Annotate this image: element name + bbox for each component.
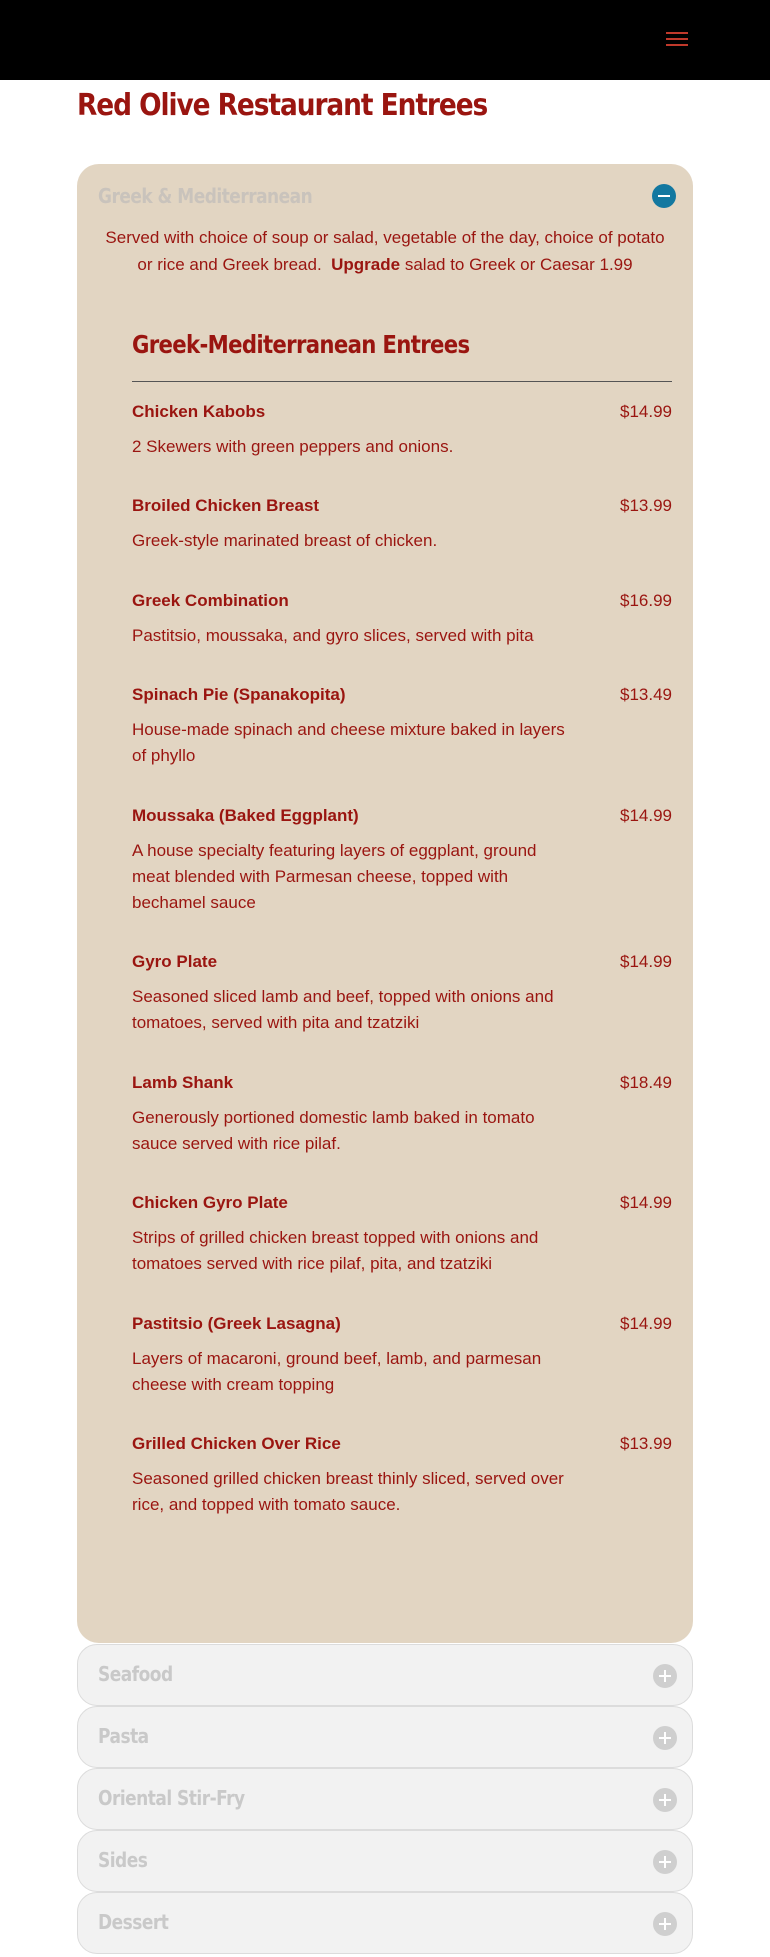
item-name: Lamb Shank [132, 1073, 234, 1092]
accordion-greek-mediterranean [77, 164, 693, 1643]
item-price: $14.99 [620, 402, 672, 421]
item-price: $13.49 [620, 685, 672, 704]
upgrade-label: Upgrade [331, 255, 401, 274]
item-price: $14.99 [620, 806, 672, 825]
plus-circle-icon[interactable] [653, 1788, 677, 1812]
item-description: 2 Skewers with green peppers and onions. [132, 437, 454, 456]
item-name: Greek Combination [132, 591, 289, 610]
item-name: Moussaka (Baked Eggplant) [132, 806, 359, 825]
intro-text [97, 224, 673, 278]
accordion-title: Seafood [98, 1662, 173, 1686]
item-name: Gyro Plate [132, 952, 218, 971]
plus-circle-icon[interactable] [653, 1850, 677, 1874]
item-description: House-made spinach and cheese mixture baked in layers of phyllo [132, 720, 565, 765]
item-name: Pastitsio (Greek Lasagna) [132, 1314, 341, 1333]
accordion-dessert[interactable] [77, 1892, 693, 1954]
plus-circle-icon[interactable] [653, 1664, 677, 1688]
accordion-title: Dessert [98, 1910, 169, 1934]
plus-circle-icon[interactable] [653, 1912, 677, 1936]
hamburger-line [666, 38, 688, 40]
intro-sentence: Served with choice of soup or salad, vegetable of the day, choice of potato or rice and Greek bread. [105, 228, 665, 274]
upgrade-text: salad to Greek or Caesar 1.99 [404, 255, 633, 274]
item-description: Generously portioned domestic lamb baked in tomato sauce served with rice pilaf. [132, 1108, 535, 1153]
item-name: Spinach Pie (Spanakopita) [132, 685, 346, 704]
page-title: Red Olive Restaurant Entrees [77, 88, 488, 123]
item-name: Chicken Gyro Plate [132, 1193, 288, 1212]
accordion-title: Oriental Stir-Fry [98, 1786, 245, 1810]
accordion-seafood[interactable] [77, 1644, 693, 1706]
hamburger-line [666, 32, 688, 34]
hamburger-line [666, 44, 688, 46]
plus-circle-icon[interactable] [653, 1726, 677, 1750]
top-header-bar [0, 0, 770, 80]
item-price: $16.99 [620, 591, 672, 610]
minus-circle-icon[interactable] [652, 184, 676, 208]
item-name: Broiled Chicken Breast [132, 496, 320, 515]
accordion-pasta[interactable] [77, 1706, 693, 1768]
item-price: $13.99 [620, 496, 672, 515]
item-name: Grilled Chicken Over Rice [132, 1434, 341, 1453]
item-description: Seasoned sliced lamb and beef, topped with onions and tomatoes, served with pita and tzatziki [132, 987, 554, 1032]
item-price: $14.99 [620, 952, 672, 971]
item-price: $14.99 [620, 1314, 672, 1333]
item-description: Seasoned grilled chicken breast thinly sliced, served over rice, and topped with tomato sauce. [132, 1469, 564, 1514]
section-divider [132, 381, 672, 382]
accordion-title: Sides [98, 1848, 148, 1872]
item-description: Strips of grilled chicken breast topped with onions and tomatoes served with rice pilaf, pita, and tzatziki [132, 1228, 539, 1273]
section-title: Greek-Mediterranean Entrees [132, 330, 470, 359]
item-description: Greek-style marinated breast of chicken. [132, 531, 438, 550]
item-description: Layers of macaroni, ground beef, lamb, and parmesan cheese with cream topping [132, 1349, 542, 1394]
accordion-title: Pasta [98, 1724, 149, 1748]
accordion-sides[interactable] [77, 1830, 693, 1892]
item-price: $18.49 [620, 1073, 672, 1092]
accordion-oriental-stir-fry[interactable] [77, 1768, 693, 1830]
item-description: A house specialty featuring layers of eggplant, ground meat blended with Parmesan cheese, topped with bechamel sauce [132, 841, 537, 912]
accordion-title[interactable]: Greek & Mediterranean [98, 184, 313, 208]
item-name: Chicken Kabobs [132, 402, 266, 421]
hamburger-menu-icon[interactable] [666, 30, 688, 48]
item-price: $14.99 [620, 1193, 672, 1212]
item-description: Pastitsio, moussaka, and gyro slices, served with pita [132, 626, 534, 645]
item-price: $13.99 [620, 1434, 672, 1453]
